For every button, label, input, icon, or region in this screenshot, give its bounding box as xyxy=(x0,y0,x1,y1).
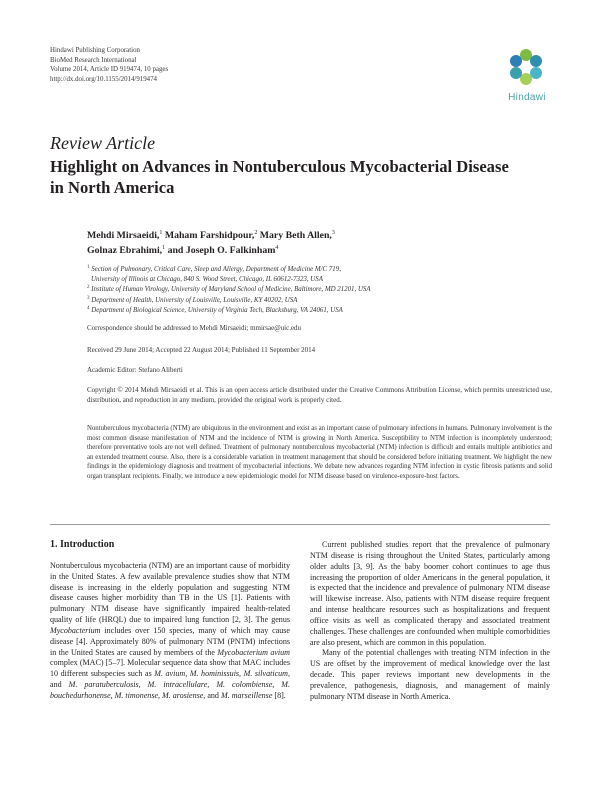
intro-paragraph-1: Nontuberculous mycobacteria (NTM) are an important cause of morbidity in the United States. A few available prevalence studies show that NTM disease is increasing in the elderly population and suggesting NTM disease causes higher morbidity than TB in the US [1]. Patients with pulmonary NTM disease have significantly impaired health-related quality of life (HRQL) due to impaired lung function [2, 3]. The genus Mycobacterium includes over 150 species, many of which may cause disease [4]. Approximately 80% of pulmonary NTM (PNTM) infections in the United States are caused by members of the Mycobacterium avium complex (MAC) [5–7]. Molecular sequence data show that MAC includes 10 different subspecies such as M. avium, M. hominissuis, M. silvaticum, and M. paratuberculosis, M. intracellulare, M. colombiense, M. bouchedurhonense, M. timonense, M. arosiense, and M. marseillense [8]. xyxy=(50,560,290,700)
doi-link[interactable]: http://dx.doi.org/10.1155/2014/919474 xyxy=(50,75,157,83)
logo-circle-green-2 xyxy=(520,73,532,85)
author-affil-ref: 2 xyxy=(254,230,258,236)
affiliation-item: $^4$ Department of Biological Science, University of Virginia Tech, Blacksburg, VA 24061, USA xyxy=(87,305,343,314)
author-affil-ref: 4 xyxy=(275,245,279,252)
intro-paragraph-2: Current published studies report that the prevalence of pulmonary NTM disease is rising throughout the United States, particularly among older adults [3, 9]. As the baby boomer cohort continues to age thus increasing the proportion of older Americans in the general population, it is expected that the incidence and prevalence of pulmonary NTM disease will likewise increase. Also, patients with NTM disease require frequent and intense healthcare resources such as hospitalizations and frequent office visits as well as complicated therapy and associated treatment challenges. These challenges are confounded when multiple comorbidities are also present, which are common in this population. xyxy=(310,540,550,647)
author-name: Golnaz Ebrahimi, xyxy=(87,245,163,257)
logo-text: Hindawi xyxy=(508,92,546,103)
logo-circle-green xyxy=(520,49,532,61)
dates: Received 29 June 2014; Accepted 22 August 2014; Published 11 September 2014 xyxy=(87,346,316,354)
logo-circle-cyan xyxy=(530,67,542,79)
affiliation-item: $^1$ Section of Pulmonary, Critical Care, Sleep and Allergy, Department of Medicine M/C 719, xyxy=(87,265,341,273)
logo-circle-teal xyxy=(530,55,542,67)
author-affil-ref: 3 xyxy=(331,230,335,236)
column-left xyxy=(50,540,290,702)
author-list xyxy=(87,228,527,259)
journal-name: BioMed Research International xyxy=(50,56,137,64)
affiliation-item-cont: University of Illinois at Chicago, 840 S. Wood Street, Chicago, IL 60612-7323, USA xyxy=(91,276,323,284)
academic-editor: Academic Editor: Stefano Aliberti xyxy=(87,366,183,374)
title-line-2: in North America xyxy=(50,178,175,197)
section-heading: 1. Introduction xyxy=(50,539,115,550)
author-affil-ref: 1 xyxy=(159,230,163,236)
article-type: Review Article xyxy=(50,133,156,153)
intro-paragraph-3: Many of the potential challenges with treating NTM infection in the US are offset by the improvement of medical knowledge over the last decade. This paper reviews important new developments in the prevalence, pathogenesis, diagnosis, and management of mainly pulmonary NTM disease in North America. xyxy=(310,648,550,701)
author-name: Maham Farshidpour, xyxy=(162,230,255,241)
affiliation-item: $^2$ Institute of Human Virology, University of Maryland School of Medicine, Baltimore, MD 21201, USA xyxy=(87,285,371,294)
logo-circle-teal-2 xyxy=(510,67,522,79)
copyright: Copyright © 2014 Mehdi Mirsaeidi et al. This is an open access article distributed under the Creative Commons Attribution License, which permits unrestricted use, distribution, and reproduction in any medium, provided the original work is properly cited. xyxy=(87,386,552,404)
abstract: Nontuberculous mycobacteria (NTM) are ubiquitous in the environment and exist as an important cause of pulmonary infections in humans. Pulmonary involvement is the most common disease manifestation of NTM and the incidence of NTM is growing in North America. Susceptibility to NTM infection is incompletely understood; therefore preventative tools are not well defined. Treatment of pulmonary nontuberculous mycobacterial (NTM) infection is difficult and entails multiple antibiotics and an extended treatment course. Also, there is a considerable variation in treatment management that should be considered before initiating treatment. We highlight the new findings in the epidemiology diagnosis and treatment of mycobacterial infections. We debate new advances regarding NTM infection in cystic fibrosis patients and solid organ transplant recipients. Finally, we introduce a new epidemiologic model for NTM disease based on virulence-exposure-host factors. xyxy=(87,425,552,480)
author-name: Mary Beth Allen, xyxy=(257,230,332,241)
column-right xyxy=(310,540,550,703)
article-title xyxy=(50,156,550,198)
title-line-1: Highlight on Advances in Nontuberculous Mycobacterial Disease xyxy=(50,157,509,176)
logo-circle-blue xyxy=(510,55,522,67)
volume-info: Volume 2014, Article ID 919474, 10 pages xyxy=(50,66,169,74)
author-name: Mehdi Mirsaeidi, xyxy=(87,230,160,241)
affiliation-list xyxy=(87,265,547,316)
journal-header xyxy=(50,46,168,84)
divider xyxy=(50,524,550,525)
correspondence: Correspondence should be addressed to Mehdi Mirsaeidi; mmirsae@uic.edu xyxy=(87,324,302,332)
author-name: and Joseph O. Falkinham xyxy=(165,245,276,257)
author-affil-ref: 1 xyxy=(162,245,166,252)
publisher-name: Hindawi Publishing Corporation xyxy=(50,47,140,54)
affiliation-item: $^3$ Department of Health, University of Louisville, Louisville, KY 40202, USA xyxy=(87,295,298,304)
